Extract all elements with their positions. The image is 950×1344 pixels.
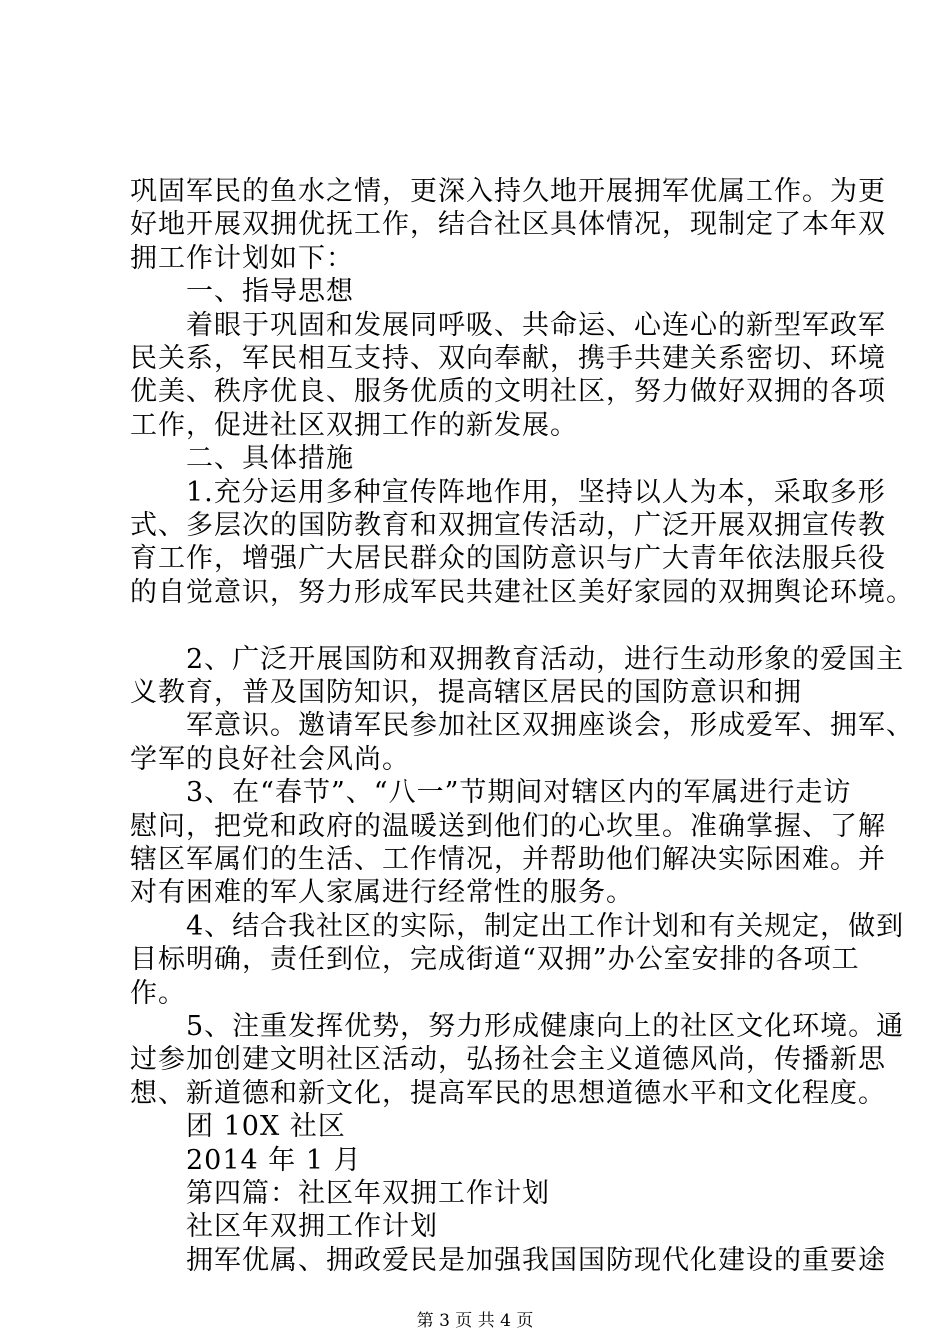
body-text-line: 4、结合我社区的实际，制定出工作计划和有关规定，做到	[186, 910, 905, 942]
body-text-line: 军意识。邀请军民参加社区双拥座谈会，形成爱军、拥军、	[186, 710, 914, 742]
body-text-line: 过参加创建文明社区活动，弘扬社会主义道德风尚，传播新思	[130, 1044, 886, 1076]
body-text-line: 辖区军属们的生活、工作情况，并帮助他们解决实际困难。并	[130, 844, 886, 875]
body-text-line: 慰问，把党和政府的温暖送到他们的心坎里。准确掌握、了解	[130, 810, 886, 842]
body-text-line: 目标明确，责任到位，完成街道“双拥”办公室安排的各项工	[130, 944, 860, 976]
body-text-line: 民关系，军民相互支持、双向奉献，携手共建关系密切、环境	[130, 343, 886, 374]
body-text-line: 作。	[130, 977, 186, 1009]
body-text-line: 优美、秩序优良、服务优质的文明社区，努力做好双拥的各项	[130, 376, 886, 408]
body-text-line: 巩固军民的鱼水之情，更深入持久地开展拥军优属工作。为更	[130, 176, 886, 207]
body-text-line: 想、新道德和新文化，提高军民的思想道德水平和文化程度。	[130, 1077, 886, 1109]
document-title: 社区年双拥工作计划	[186, 1211, 438, 1243]
signature-org: 团 10X 社区	[186, 1111, 346, 1143]
body-text-line: 工作，促进社区双拥工作的新发展。	[130, 409, 578, 441]
body-text-line: 的自觉意识，努力形成军民共建社区美好家园的双拥舆论环境。	[130, 576, 914, 608]
body-text-line: 好地开展双拥优抚工作，结合社区具体情况，现制定了本年双	[130, 209, 886, 241]
section-heading: 二、具体措施	[186, 443, 354, 475]
page-number-footer: 第 3 页 共 4 页	[416, 1311, 534, 1331]
body-text-line: 1.充分运用多种宣传阵地作用，坚持以人为本，采取多形	[186, 476, 886, 508]
body-text-line: 义教育，普及国防知识，提高辖区居民的国防意识和拥	[130, 677, 802, 708]
body-text-line: 3、在“春节”、“八一”节期间对辖区内的军属进行走访	[186, 777, 852, 809]
body-text-line: 2、广泛开展国防和双拥教育活动，进行生动形象的爱国主	[186, 643, 905, 675]
body-text-line: 5、注重发挥优势，努力形成健康向上的社区文化环境。通	[186, 1011, 905, 1042]
body-text-line: 拥军优属、拥政爱民是加强我国国防现代化建设的重要途	[186, 1244, 886, 1276]
body-text-line: 着眼于巩固和发展同呼吸、共命运、心连心的新型军政军	[186, 309, 886, 341]
body-text-line: 对有困难的军人家属进行经常性的服务。	[130, 877, 634, 909]
body-text-line: 式、多层次的国防教育和双拥宣传活动，广泛开展双拥宣传教	[130, 510, 886, 541]
body-text-line: 学军的良好社会风尚。	[130, 743, 410, 775]
body-text-line: 拥工作计划如下：	[130, 242, 354, 274]
body-text-line: 育工作，增强广大居民群众的国防意识与广大青年依法服兵役	[130, 543, 886, 575]
section-heading: 一、指导思想	[186, 276, 354, 308]
signature-date: 2014 年 1 月	[186, 1144, 362, 1176]
chapter-heading: 第四篇：社区年双拥工作计划	[186, 1178, 550, 1209]
